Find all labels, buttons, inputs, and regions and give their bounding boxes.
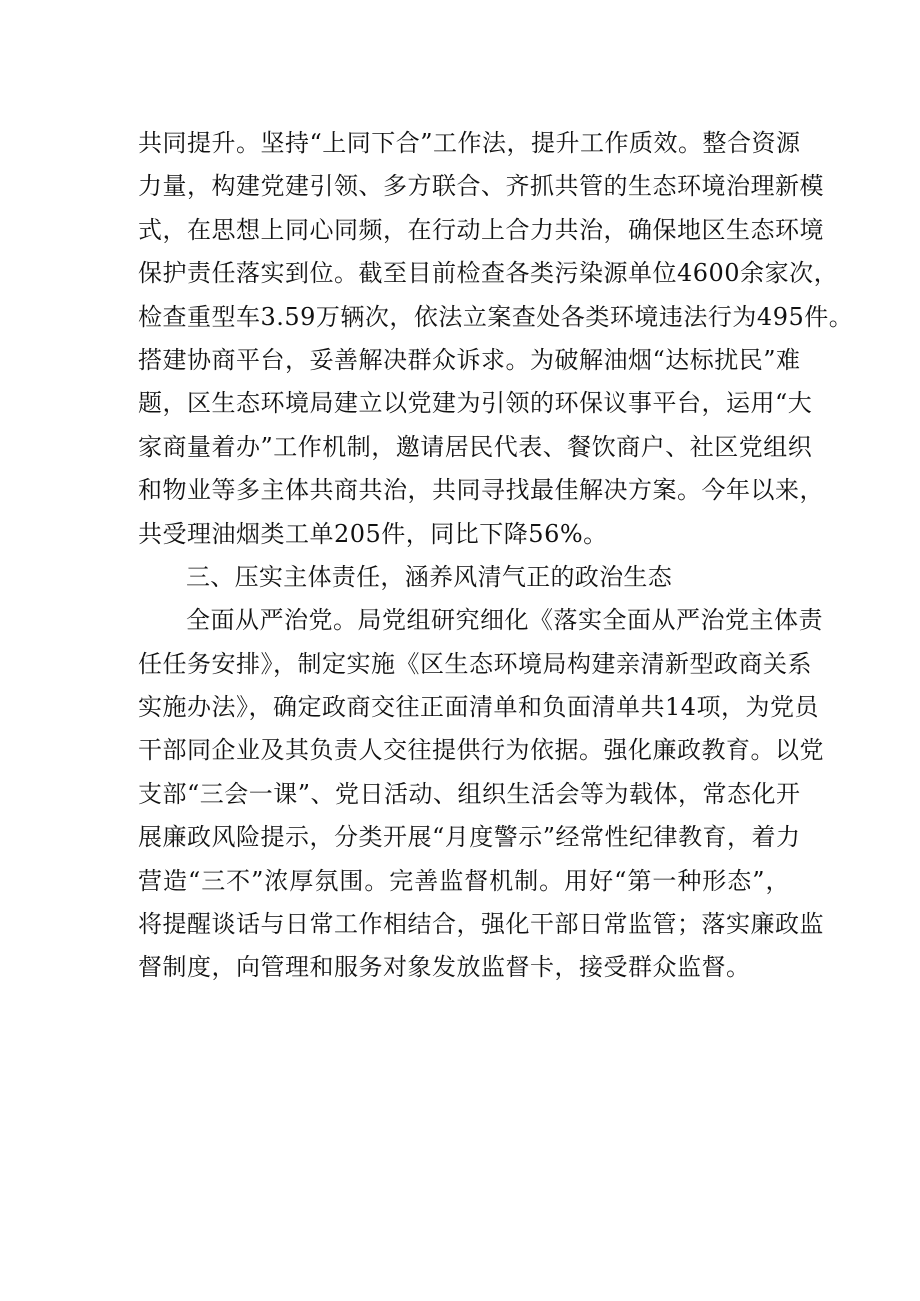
- text-line: 共同提升。坚持“上同下合”工作法，提升工作质效。整合资源: [138, 129, 801, 157]
- text-line: 家商量着办”工作机制，邀请居民代表、餐饮商户、社区党组织: [138, 432, 813, 461]
- section-heading: 三、压实主体责任，涵养风清气正的政治生态: [186, 562, 672, 591]
- text-line: 检查重型车3.59万辆次，依法立案查处各类环境违法行为495件。: [138, 302, 854, 331]
- text-line: 保护责任落实到位。截至目前检查各类污染源单位4600余家次，: [138, 259, 839, 288]
- text-line: 题，区生态环境局建立以党建为引领的环保议事平台，运用“大: [138, 389, 813, 418]
- text-line: 营造“三不”浓厚氛围。完善监督机制。用好“第一种形态”，: [138, 866, 790, 895]
- text-line: 干部同企业及其负责人交往提供行为依据。强化廉政教育。以党: [138, 736, 824, 765]
- text-line: 和物业等多主体共商共治，共同寻找最佳解决方案。今年以来，: [138, 476, 824, 505]
- text-line: 将提醒谈话与日常工作相结合，强化干部日常监管；落实廉政监: [138, 910, 824, 939]
- text-line: 全面从严治党。局党组研究细化《落实全面从严治党主体责: [186, 606, 823, 635]
- text-line: 督制度，向管理和服务对象发放监督卡，接受群众监督。: [138, 953, 751, 982]
- text-line: 力量，构建党建引领、多方联合、齐抓共管的生态环境治理新模: [138, 172, 824, 201]
- text-line: 共受理油烟类工单205件，同比下降56%。: [138, 519, 608, 548]
- text-line: 展廉政风险提示，分类开展“月度警示”经常性纪律教育，着力: [138, 823, 801, 852]
- paragraph-continuation: [138, 122, 854, 556]
- paragraph-discipline: [138, 599, 824, 990]
- text-line: 搭建协商平台，妥善解决群众诉求。为破解油烟“达标扰民”难: [138, 345, 801, 374]
- document-body: [138, 122, 854, 990]
- text-line: 式，在思想上同心同频，在行动上合力共治，确保地区生态环境: [138, 215, 824, 244]
- text-line: 支部“三会一课”、党日活动、组织生活会等为载体，常态化开: [138, 779, 801, 808]
- text-line: 实施办法》，确定政商交往正面清单和负面清单共14项，为党员: [138, 693, 820, 722]
- text-line: 任任务安排》，制定实施《区生态环境局构建亲清新型政商关系: [138, 649, 812, 678]
